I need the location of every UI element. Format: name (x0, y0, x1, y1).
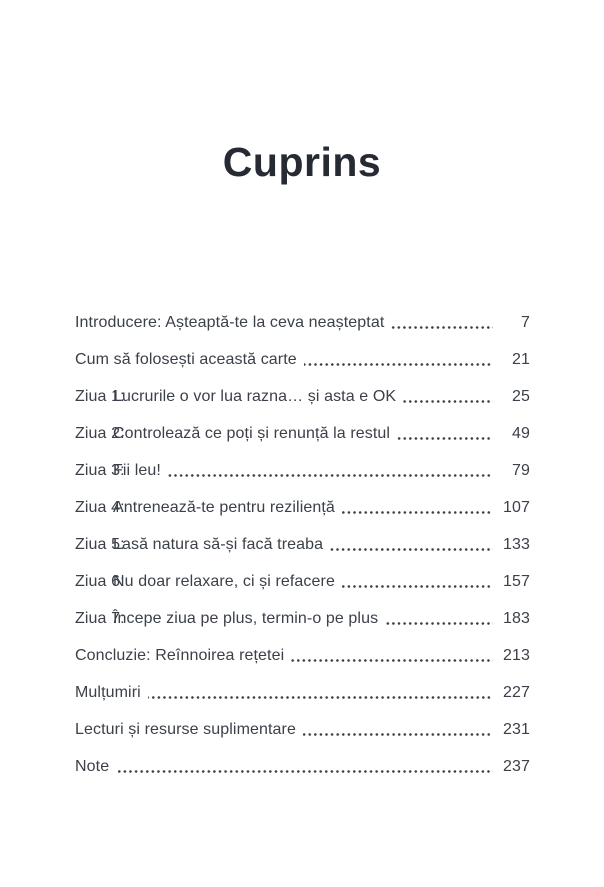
toc-entry[interactable] (75, 647, 530, 664)
toc-entry-title: Note (75, 758, 110, 775)
toc-entry-page: 183 (503, 610, 530, 627)
toc-entry-page: 21 (512, 351, 530, 368)
toc-entry-label: Ziua 2: (75, 425, 125, 442)
toc-entry-label: Ziua 6: (75, 573, 125, 590)
toc-entry[interactable] (75, 388, 530, 405)
toc-entry-title: Mulțumiri (75, 684, 141, 701)
toc-entry[interactable] (75, 499, 530, 516)
toc-entry-title: Cum să folosești această carte (75, 351, 297, 368)
toc-entry-page: 79 (512, 462, 530, 479)
toc-entry[interactable] (75, 351, 530, 368)
dot-leader (116, 770, 493, 773)
toc-entry-page: 157 (503, 573, 530, 590)
toc-entry-title: Introducere: Așteaptă-te la ceva neașteptat (75, 314, 385, 331)
dot-leader (385, 622, 493, 625)
toc-entry[interactable] (75, 721, 530, 738)
toc-entry-page: 133 (503, 536, 530, 553)
dot-leader (330, 548, 493, 551)
toc-entry-label: Ziua 7: (75, 610, 125, 627)
toc-entry[interactable] (75, 462, 530, 479)
dot-leader (397, 437, 493, 440)
dot-leader (342, 585, 493, 588)
toc-entry-title: Lucrurile o vor lua razna… și asta e OK (113, 388, 397, 405)
toc-entry[interactable] (75, 573, 530, 590)
dot-leader (148, 696, 493, 699)
toc-entry-page: 7 (521, 314, 530, 331)
toc-entry-page: 227 (503, 684, 530, 701)
toc-entry-title: Nu doar relaxare, ci și refacere (113, 573, 335, 590)
dot-leader (403, 400, 493, 403)
toc-entry-title: Antrenează-te pentru reziliență (113, 499, 335, 516)
toc-entry-title: Fii leu! (113, 462, 161, 479)
toc-entry[interactable] (75, 536, 530, 553)
toc-entry-page: 213 (503, 647, 530, 664)
toc-entry[interactable] (75, 314, 530, 331)
dot-leader (342, 511, 493, 514)
toc-entry-title: Începe ziua pe plus, termin-o pe plus (113, 610, 379, 627)
toc-entry-title: Concluzie: Reînnoirea rețetei (75, 647, 285, 664)
table-of-contents (75, 314, 530, 795)
toc-entry-page: 231 (503, 721, 530, 738)
dot-leader (303, 733, 493, 736)
page-title: Cuprins (222, 139, 382, 185)
toc-entry-page: 107 (503, 499, 530, 516)
toc-entry[interactable] (75, 684, 530, 701)
toc-entry[interactable] (75, 758, 530, 775)
toc-entry-page: 25 (512, 388, 530, 405)
dot-leader (291, 659, 493, 662)
toc-entry-label: Ziua 5: (75, 536, 125, 553)
toc-entry-page: 237 (503, 758, 530, 775)
toc-entry-page: 49 (512, 425, 530, 442)
dot-leader (391, 326, 493, 329)
toc-entry-label: Ziua 1: (75, 388, 125, 405)
dot-leader (304, 363, 493, 366)
toc-entry-title: Lasă natura să-și facă treaba (113, 536, 324, 553)
toc-entry[interactable] (75, 425, 530, 442)
toc-entry-title: Controlează ce poți și renunță la restul (113, 425, 391, 442)
toc-entry-label: Ziua 3: (75, 462, 125, 479)
dot-leader (168, 474, 493, 477)
toc-entry-label: Ziua 4: (75, 499, 125, 516)
toc-entry-title: Lecturi și resurse suplimentare (75, 721, 296, 738)
toc-entry[interactable] (75, 610, 530, 627)
